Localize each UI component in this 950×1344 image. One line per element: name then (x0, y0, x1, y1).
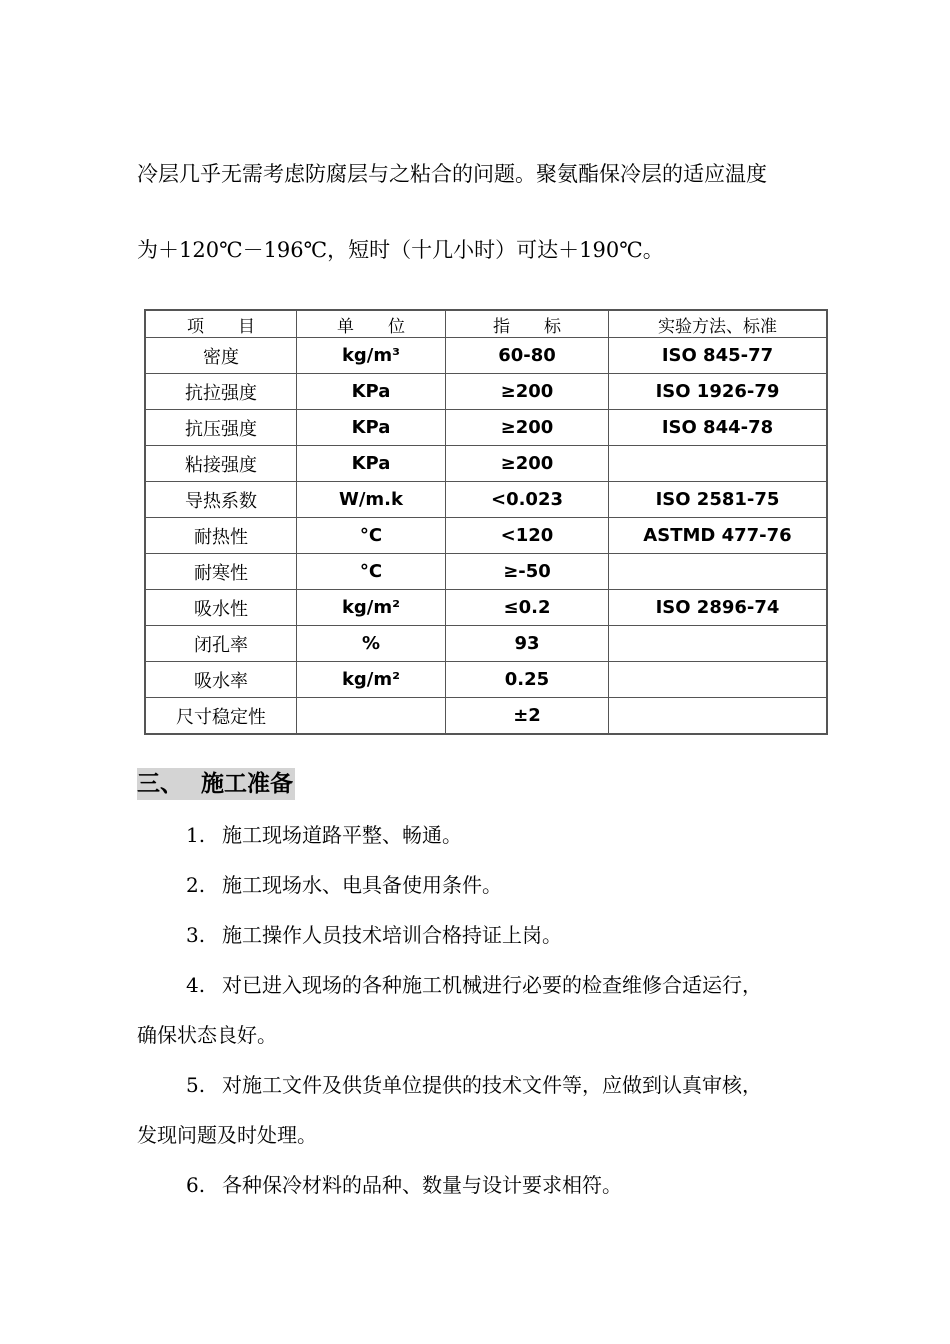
header-unit: 单 位 (297, 310, 446, 338)
cell-unit: KPa (297, 374, 446, 410)
table-row (145, 626, 827, 662)
cell-method: ISO 845-77 (609, 338, 828, 374)
properties-table (144, 309, 828, 735)
cell-method (609, 698, 828, 735)
list-item (186, 822, 462, 848)
cell-index: <0.023 (446, 482, 609, 518)
table-row (145, 374, 827, 410)
list-item-number: 6. (186, 1173, 206, 1197)
section-heading (137, 768, 295, 800)
cell-method: ISO 2581-75 (609, 482, 828, 518)
cell-item: 耐寒性 (145, 554, 297, 590)
list-item-text: 施工现场道路平整、畅通。 (222, 823, 462, 847)
list-item-number: 2. (186, 873, 206, 897)
cell-item: 粘接强度 (145, 446, 297, 482)
cell-index: ≤0.2 (446, 590, 609, 626)
cell-method (609, 554, 828, 590)
table-header-row (145, 310, 827, 338)
cell-unit: kg/m³ (297, 338, 446, 374)
cell-item: 密度 (145, 338, 297, 374)
cell-unit: °C (297, 518, 446, 554)
section-number: 三、 (137, 771, 183, 797)
header-index: 指 标 (446, 310, 609, 338)
cell-item: 尺寸稳定性 (145, 698, 297, 735)
list-item (186, 922, 562, 948)
cell-index: <120 (446, 518, 609, 554)
table-row (145, 338, 827, 374)
cell-unit: KPa (297, 410, 446, 446)
table-row (145, 662, 827, 698)
list-item-number: 5. (186, 1073, 206, 1097)
list-item-text: 各种保冷材料的品种、数量与设计要求相符。 (222, 1173, 622, 1197)
cell-index: 60-80 (446, 338, 609, 374)
list-item (186, 1172, 622, 1198)
cell-unit (297, 698, 446, 735)
cell-item: 吸水率 (145, 662, 297, 698)
table-row (145, 590, 827, 626)
cell-method: ASTMD 477-76 (609, 518, 828, 554)
list-item-number: 4. (186, 973, 206, 997)
table-row (145, 554, 827, 590)
paragraph-line-2: 为＋120℃－196℃，短时（十几小时）可达＋190℃。 (137, 238, 664, 262)
cell-item: 吸水性 (145, 590, 297, 626)
cell-index: ≥200 (446, 446, 609, 482)
list-item-text: 对施工文件及供货单位提供的技术文件等，应做到认真审核， (222, 1073, 762, 1097)
cell-item: 闭孔率 (145, 626, 297, 662)
cell-method: ISO 2896-74 (609, 590, 828, 626)
list-item (186, 872, 502, 898)
cell-index: ≥-50 (446, 554, 609, 590)
cell-index: 93 (446, 626, 609, 662)
cell-unit: °C (297, 554, 446, 590)
table-row (145, 446, 827, 482)
cell-item: 抗拉强度 (145, 374, 297, 410)
cell-item: 导热系数 (145, 482, 297, 518)
cell-unit: % (297, 626, 446, 662)
table-row (145, 518, 827, 554)
cell-method: ISO 844-78 (609, 410, 828, 446)
cell-method (609, 446, 828, 482)
list-item-number: 3. (186, 923, 206, 947)
list-item-number: 1. (186, 823, 206, 847)
list-item-text: 施工现场水、电具备使用条件。 (222, 873, 502, 897)
section-title: 施工准备 (201, 771, 293, 797)
cell-unit: kg/m² (297, 662, 446, 698)
cell-index: 0.25 (446, 662, 609, 698)
cell-unit: KPa (297, 446, 446, 482)
cell-item: 耐热性 (145, 518, 297, 554)
list-item-text: 施工操作人员技术培训合格持证上岗。 (222, 923, 562, 947)
cell-method (609, 626, 828, 662)
list-item-continuation: 发现问题及时处理。 (137, 1123, 317, 1147)
list-item-text: 对已进入现场的各种施工机械进行必要的检查维修合适运行， (222, 973, 762, 997)
list-item (186, 972, 762, 998)
paragraph-line-1: 冷层几乎无需考虑防腐层与之粘合的问题。聚氨酯保冷层的适应温度 (137, 162, 767, 186)
table-row (145, 698, 827, 735)
list-item (186, 1072, 762, 1098)
header-method: 实验方法、标准 (609, 310, 828, 338)
cell-method: ISO 1926-79 (609, 374, 828, 410)
cell-index: ≥200 (446, 374, 609, 410)
cell-index: ±2 (446, 698, 609, 735)
cell-method (609, 662, 828, 698)
table-row (145, 482, 827, 518)
cell-index: ≥200 (446, 410, 609, 446)
cell-unit: kg/m² (297, 590, 446, 626)
cell-item: 抗压强度 (145, 410, 297, 446)
list-item-continuation: 确保状态良好。 (137, 1023, 277, 1047)
table-row (145, 410, 827, 446)
cell-unit: W/m.k (297, 482, 446, 518)
header-item: 项 目 (145, 310, 297, 338)
